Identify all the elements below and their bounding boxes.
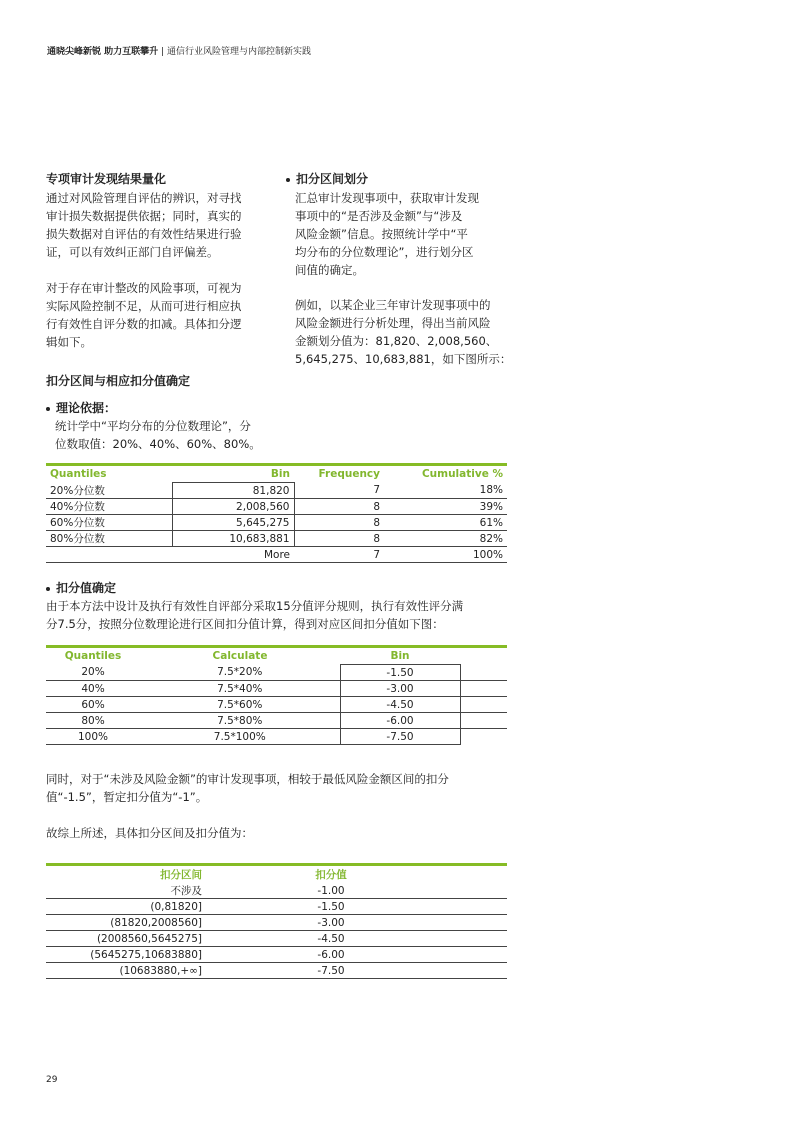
text-line: 风险金额进行分析处理，得出当前风险	[295, 316, 491, 330]
table-cell: 100%	[46, 729, 140, 745]
deduct-section	[46, 579, 516, 633]
table-row	[46, 713, 507, 729]
col-header-empty	[460, 647, 507, 665]
table-cell	[456, 931, 507, 947]
table-row	[46, 531, 507, 547]
table-row	[46, 899, 507, 915]
table-row	[46, 883, 507, 899]
table-cell: 82%	[384, 531, 507, 547]
text-line: 均分布的分位数理论”，进行划分区	[295, 245, 474, 259]
col-header: 扣分值	[206, 865, 456, 884]
table-row	[46, 499, 507, 515]
bullet-range-division	[286, 170, 516, 187]
text-line: 5,645,275、10,683,881，如下图所示：	[295, 352, 512, 366]
section-title-audit: 专项审计发现结果量化	[46, 172, 167, 186]
text-line: 值“-1.5”，暂定扣分值为“-1”。	[46, 790, 208, 804]
col-header: Frequency	[294, 465, 384, 483]
section-audit-text	[46, 189, 276, 261]
table-cell: -4.50	[340, 697, 460, 713]
col-header: 扣分区间	[46, 865, 206, 884]
bullet-dot-icon	[286, 178, 290, 182]
text-line: 损失数据对自评估的有效性结果进行验	[46, 227, 242, 241]
table-cell: 7.5*100%	[140, 729, 340, 745]
table-cell: -7.50	[340, 729, 460, 745]
theory-text	[46, 417, 276, 453]
table-row	[46, 665, 507, 681]
bullet-dot-icon	[46, 587, 50, 591]
text-line: 同时，对于“未涉及风险金额”的审计发现事项，相较于最低风险金额区间的扣分	[46, 772, 449, 786]
table-cell: 100%	[384, 547, 507, 563]
deduct-text	[46, 597, 516, 633]
range-division-text	[286, 189, 516, 279]
table-cell: 2,008,560	[172, 499, 294, 515]
table-cell: 7.5*80%	[140, 713, 340, 729]
quantile-table	[46, 463, 507, 563]
table-cell	[456, 947, 507, 963]
table-cell: 61%	[384, 515, 507, 531]
table-cell: 不涉及	[46, 883, 206, 899]
table-cell: -3.00	[340, 681, 460, 697]
table-cell	[46, 547, 172, 563]
table-row	[46, 681, 507, 697]
table-cell	[456, 963, 507, 979]
table-row	[46, 483, 507, 499]
bullet-theory-title: 理论依据：	[56, 401, 117, 415]
table-row	[46, 515, 507, 531]
table-cell: 20%	[46, 665, 140, 681]
table-header-row	[46, 647, 507, 665]
table-cell: 18%	[384, 483, 507, 499]
table-cell: 20%分位数	[46, 483, 172, 499]
table-cell: 60%分位数	[46, 515, 172, 531]
left-column	[46, 170, 276, 453]
text-line: 实际风险控制不足，从而可进行相应执	[46, 299, 242, 313]
table-cell: -7.50	[206, 963, 456, 979]
table-cell	[456, 915, 507, 931]
table-cell: 8	[294, 499, 384, 515]
text-line: 对于存在审计整改的风险事项，可视为	[46, 281, 242, 295]
table-header-row	[46, 465, 507, 483]
header-subtitle: 通信行业风险管理与内部控制新实践	[166, 47, 311, 57]
table-row	[46, 947, 507, 963]
table-cell: -1.00	[206, 883, 456, 899]
table-cell: 7	[294, 547, 384, 563]
text-line: 统计学中“平均分布的分位数理论”，分	[55, 419, 251, 433]
note-section	[46, 770, 516, 842]
table-cell: -3.00	[206, 915, 456, 931]
col-header: Calculate	[140, 647, 340, 665]
page-number: 29	[46, 1075, 58, 1085]
table-row	[46, 697, 507, 713]
table-row	[46, 915, 507, 931]
header-separator: |	[161, 47, 165, 57]
text-line: 位数取值：20%、40%、60%、80%。	[55, 437, 261, 451]
table-header-row	[46, 865, 507, 884]
table-cell: 7	[294, 483, 384, 499]
section-rectify-text	[46, 279, 276, 351]
table-row	[46, 729, 507, 745]
col-header: Quantiles	[46, 465, 172, 483]
bullet-theory	[46, 399, 276, 416]
table-cell: (10683880,+∞]	[46, 963, 206, 979]
col-header-empty	[456, 865, 507, 884]
table-cell: 10,683,881	[172, 531, 294, 547]
calculate-table	[46, 645, 507, 745]
table-cell	[460, 713, 507, 729]
text-line: 风险金额”信息。按照统计学中“平	[295, 227, 468, 241]
table-cell: 60%	[46, 697, 140, 713]
table-cell: (81820,2008560]	[46, 915, 206, 931]
table-cell: 7.5*40%	[140, 681, 340, 697]
table-cell: 80%分位数	[46, 531, 172, 547]
table-cell	[460, 665, 507, 681]
table-cell	[456, 899, 507, 915]
text-line: 事项中的“是否涉及金额”与“涉及	[295, 209, 463, 223]
table-cell: -6.00	[206, 947, 456, 963]
bullet-dot-icon	[46, 407, 50, 411]
col-header: Quantiles	[46, 647, 140, 665]
range-example-text	[286, 296, 516, 368]
text-line: 金额划分值为：81,820、2,008,560、	[295, 334, 498, 348]
bullet-deduct-title: 扣分值确定	[56, 581, 117, 595]
table-cell: (2008560,5645275]	[46, 931, 206, 947]
deduction-table	[46, 863, 507, 979]
table-cell: 8	[294, 531, 384, 547]
text-line: 汇总审计发现事项中，获取审计发现	[295, 191, 479, 205]
table-cell: (5645275,10683880]	[46, 947, 206, 963]
table-cell: -1.50	[206, 899, 456, 915]
table-cell: 40%分位数	[46, 499, 172, 515]
right-column	[286, 170, 516, 368]
col-header: Cumulative %	[384, 465, 507, 483]
text-line: 证，可以有效纠正部门自评偏差。	[46, 245, 219, 259]
note-text	[46, 770, 516, 806]
page-header	[47, 44, 311, 57]
table-cell	[460, 697, 507, 713]
table-cell	[460, 681, 507, 697]
table-cell: 7.5*60%	[140, 697, 340, 713]
table-cell: 8	[294, 515, 384, 531]
table-cell: 5,645,275	[172, 515, 294, 531]
text-line: 间值的确定。	[295, 263, 364, 277]
table-cell: 7.5*20%	[140, 665, 340, 681]
section-title-range: 扣分区间与相应扣分值确定	[46, 374, 191, 388]
bullet-range-title: 扣分区间划分	[296, 172, 369, 186]
table-cell: 80%	[46, 713, 140, 729]
table-cell: 40%	[46, 681, 140, 697]
text-line: 行有效性自评分数的扣减。具体扣分逻	[46, 317, 242, 331]
bullet-deduct	[46, 579, 516, 596]
text-line: 分7.5分，按照分位数理论进行区间扣分值计算，得到对应区间扣分值如下图：	[46, 617, 444, 631]
text-line: 例如，以某企业三年审计发现事项中的	[295, 298, 491, 312]
table-cell	[456, 883, 507, 899]
col-header: Bin	[340, 647, 460, 665]
text-line: 通过对风险管理自评估的辨识，对寻找	[46, 191, 242, 205]
table-cell: More	[172, 547, 294, 563]
col-header: Bin	[172, 465, 294, 483]
text-line: 审计损失数据提供依据；同时，真实的	[46, 209, 242, 223]
table-cell: -1.50	[340, 665, 460, 681]
table-cell: -4.50	[206, 931, 456, 947]
table-cell: 39%	[384, 499, 507, 515]
text-line: 辑如下。	[46, 335, 92, 349]
header-title: 通晓尖峰新锐 助力互联攀升	[47, 47, 159, 57]
table-cell: 81,820	[172, 483, 294, 499]
table-cell: -6.00	[340, 713, 460, 729]
text-line: 由于本方法中设计及执行有效性自评部分采取15分值评分规则，执行有效性评分满	[46, 599, 464, 613]
summary-text: 故综上所述，具体扣分区间及扣分值为：	[46, 826, 253, 840]
table-cell: (0,81820]	[46, 899, 206, 915]
table-row	[46, 547, 507, 563]
table-row	[46, 963, 507, 979]
table-cell	[460, 729, 507, 745]
table-row	[46, 931, 507, 947]
